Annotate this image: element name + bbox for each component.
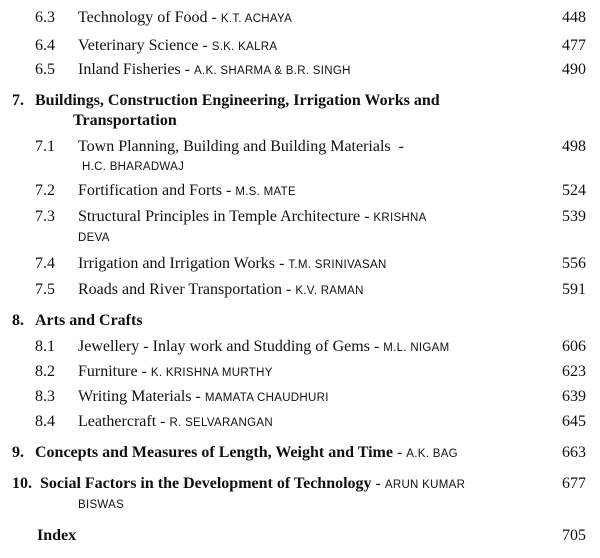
entry-title-text: Irrigation and Irrigation Works — [78, 255, 276, 272]
entry-title — [78, 181, 548, 202]
entry-author: KRISHNA — [373, 212, 427, 224]
entry-author: S.K. KALRA — [211, 41, 278, 53]
entry-author: T.M. SRINIVASAN — [288, 259, 387, 271]
entry-page: 524 — [562, 182, 586, 199]
entry-separator: - — [191, 388, 205, 405]
entry-separator: - — [282, 281, 296, 298]
entry-title-text: Roads and River Transportation — [78, 281, 282, 298]
entry-title-text: Fortification and Forts — [78, 182, 222, 199]
section-title-line-1: Buildings, Construction Engineering, Irrigation Works and — [35, 92, 440, 109]
entry-page: 591 — [562, 281, 586, 298]
entry-separator: - — [275, 255, 289, 272]
entry-page: 556 — [562, 255, 586, 272]
section-number: 7. — [12, 92, 24, 109]
entry-page: 645 — [562, 413, 586, 430]
entry-author: M.S. MATE — [235, 186, 296, 198]
entry-separator: - — [137, 363, 151, 380]
section-title — [35, 443, 555, 464]
section-title — [35, 91, 555, 131]
entry-separator: - — [371, 475, 385, 492]
entry-page: 677 — [562, 475, 586, 492]
entry-title — [78, 8, 548, 29]
entry-separator: - — [198, 37, 212, 54]
entry-separator: - — [221, 182, 236, 199]
entry-author: K.V. RAMAN — [295, 285, 364, 297]
section-title-text: Concepts and Measures of Length, Weight and Time — [35, 444, 393, 461]
entry-author: M.L. NIGAM — [383, 342, 450, 354]
entry-number: 8.3 — [35, 388, 55, 405]
entry-separator: - — [156, 413, 170, 430]
entry-number: 8.4 — [35, 413, 55, 430]
section-title-text: Arts and Crafts — [35, 312, 143, 329]
entry-author: A.K. BAG — [406, 448, 458, 460]
entry-number: 7.3 — [35, 208, 55, 225]
section-title-text: Social Factors in the Development of Technology — [40, 475, 372, 492]
entry-author: H.C. BHARADWAJ — [82, 161, 185, 173]
entry-separator: - — [392, 444, 407, 461]
entry-page: 448 — [562, 9, 586, 26]
entry-page: 705 — [562, 527, 586, 544]
entry-page: 477 — [562, 37, 586, 54]
index-title: Index — [37, 527, 77, 544]
entry-title — [78, 254, 548, 275]
entry-separator: - — [390, 138, 408, 155]
entry-number: 8.2 — [35, 363, 55, 380]
entry-number: 7.2 — [35, 182, 55, 199]
entry-page: 539 — [562, 208, 586, 225]
entry-title-text: Structural Principles in Temple Architecture — [78, 208, 361, 225]
entry-number: 8.1 — [35, 338, 55, 355]
entry-title — [78, 412, 548, 433]
entry-separator: - — [360, 208, 374, 225]
entry-page: 606 — [562, 338, 586, 355]
entry-author: K. KRISHNA MURTHY — [150, 367, 273, 379]
entry-title — [78, 207, 548, 248]
entry-title — [78, 387, 548, 408]
entry-title — [78, 280, 548, 301]
entry-author: ARUN KUMAR — [384, 479, 466, 491]
entry-number: 7.1 — [35, 138, 55, 155]
section-number: 9. — [12, 444, 24, 461]
entry-page: 490 — [562, 61, 586, 78]
entry-title — [78, 137, 548, 177]
entry-page: 623 — [562, 363, 586, 380]
entry-number: 6.4 — [35, 37, 55, 54]
entry-title-text: Inland Fisheries — [78, 61, 181, 78]
entry-author: MAMATA CHAUDHURI — [204, 392, 329, 404]
entry-title-text: Town Planning, Building and Building Materials — [78, 138, 391, 155]
entry-number: 6.5 — [35, 61, 55, 78]
section-number: 8. — [12, 312, 24, 329]
entry-separator: - — [207, 9, 221, 26]
entry-author-continued: DEVA — [78, 232, 110, 244]
entry-title — [78, 36, 548, 57]
entry-number: 7.5 — [35, 281, 55, 298]
section-number: 10. — [12, 475, 32, 492]
entry-title — [78, 60, 548, 81]
entry-title-text: Technology of Food — [78, 9, 208, 26]
section-title-line-2: Transportation — [73, 112, 177, 129]
section-title — [35, 311, 555, 331]
entry-author-continued: BISWAS — [78, 499, 125, 511]
entry-page: 498 — [562, 138, 586, 155]
entry-title-text: Leathercraft — [78, 413, 157, 430]
entry-page: 639 — [562, 388, 586, 405]
entry-author: A.K. SHARMA & B.R. SINGH — [193, 65, 351, 77]
entry-title-text: Veterinary Science — [78, 37, 199, 54]
entry-page: 663 — [562, 444, 586, 461]
entry-number: 7.4 — [35, 255, 55, 272]
entry-title-text: Furniture — [78, 363, 138, 380]
section-title — [40, 474, 560, 515]
entry-author: K.T. ACHAYA — [220, 13, 293, 25]
entry-author: R. SELVARANGAN — [169, 417, 273, 429]
entry-separator: - — [180, 61, 194, 78]
entry-title — [78, 362, 548, 383]
entry-title — [78, 337, 548, 358]
entry-number: 6.3 — [35, 9, 55, 26]
entry-title-text: Writing Materials — [78, 388, 192, 405]
entry-separator: - — [369, 338, 384, 355]
entry-title-text: Jewellery - Inlay work and Studding of Gems — [78, 338, 370, 355]
